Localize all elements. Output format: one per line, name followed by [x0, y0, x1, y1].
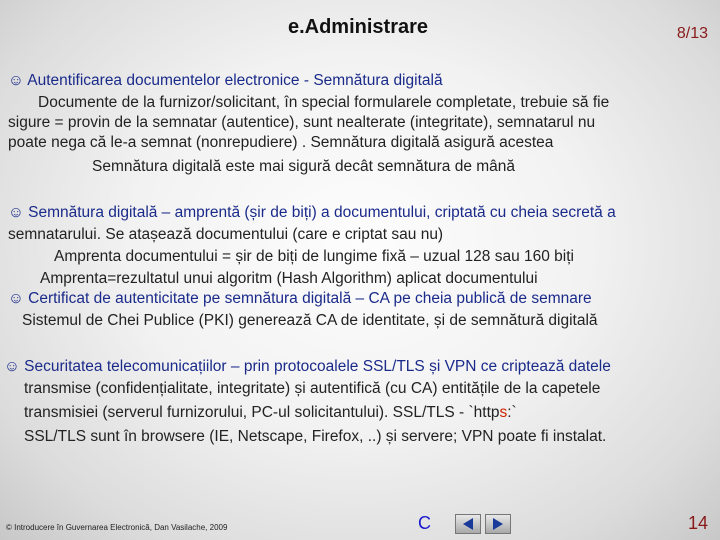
text-line: Documente de la furnizor/solicitant, în special formularele completate, trebuie să fie — [38, 94, 610, 111]
bullet-heading-authentication: ☺ Autentificarea documentelor electronice - Semnătura digitală — [8, 72, 443, 89]
next-slide-button[interactable] — [485, 514, 511, 534]
arrow-left-icon — [463, 518, 473, 530]
text-line: SSL/TLS sunt în browsere (IE, Netscape, Firefox, ..) și servere; VPN poate fi instalat. — [24, 428, 607, 445]
text-segment: transmisiei (serverul furnizorului, PC-ul solicitantului). SSL/TLS - `http — [24, 404, 500, 421]
text-line: sigure = provin de la semnatar (autentice), sunt nealterate (integritate), semnatarul nu — [8, 114, 596, 131]
slide-title: e.Administrare — [287, 16, 429, 38]
highlight-s: s — [499, 404, 508, 421]
footer-credit: © Introducere în Guvernarea Electronică, Dan Vasilache, 2009 — [6, 523, 228, 532]
text-line: Amprenta=rezultatul unui algoritm (Hash Algorithm) aplicat documentului — [40, 270, 538, 287]
bullet-heading-telecom-security: ☺ Securitatea telecomunicațiilor – prin protocoalele SSL/TLS și VPN ce criptează datele — [4, 358, 611, 375]
text-line: semnatarului. Se atașează documentului (care e criptat sau nu) — [8, 226, 444, 243]
nav-c-link[interactable]: C — [418, 513, 431, 533]
page-indicator: 8/13 — [676, 25, 708, 42]
previous-slide-button[interactable] — [455, 514, 481, 534]
slide-navigation — [455, 514, 511, 534]
arrow-right-icon — [493, 518, 503, 530]
text-line: Amprenta documentului = șir de biți de lungime fixă – uzual 128 sau 160 biți — [54, 248, 574, 265]
text-segment: :` — [507, 404, 517, 421]
text-line: poate nega că le-a semnat (nonrepudiere) . Semnătura digitală asigură acestea — [8, 134, 554, 151]
text-line — [24, 403, 517, 422]
bullet-heading-certificate: ☺ Certificat de autenticitate pe semnătura digitală – CA pe cheia publică de semnare — [8, 290, 592, 307]
text-line: Sistemul de Chei Publice (PKI) generează CA de identitate, și de semnătură digitală — [22, 312, 598, 329]
text-line: Semnătura digitală este mai sigură decât semnătura de mână — [92, 158, 516, 175]
text-line: transmise (confidențialitate, integritate) și autentifică (cu CA) entitățile de la capetele — [24, 380, 601, 397]
slide-number: 14 — [687, 513, 708, 533]
bullet-heading-digital-signature: ☺ Semnătura digitală – amprentă (șir de biți) a documentului, criptată cu cheia secretă a — [8, 204, 616, 221]
